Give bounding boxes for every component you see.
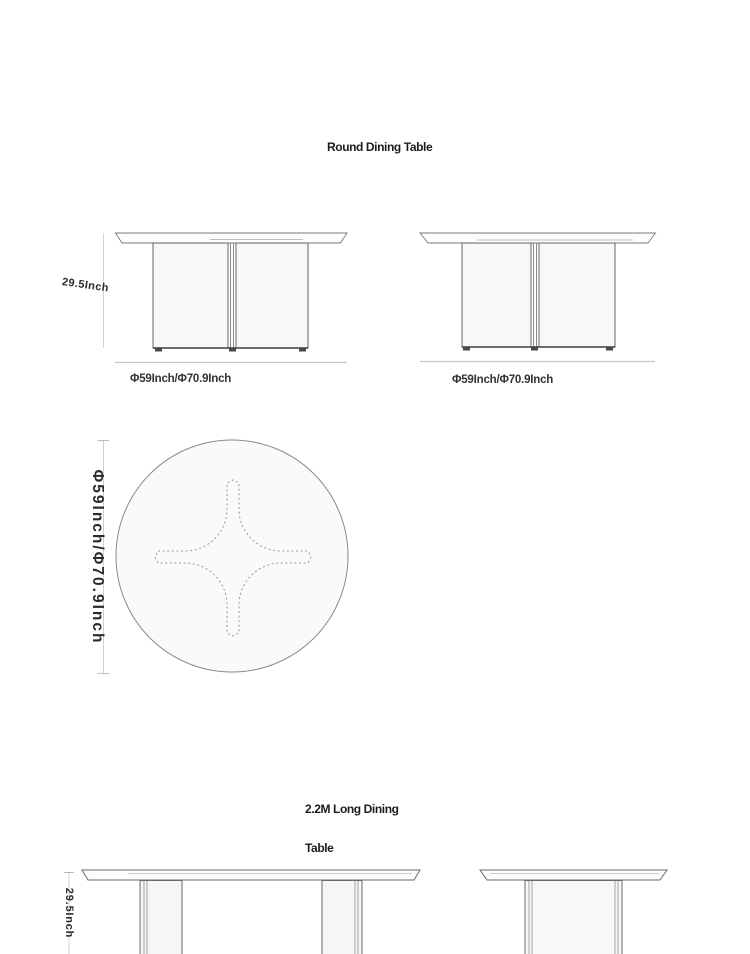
round-table-front-diameter-label: Φ59Inch/Φ70.9Inch (130, 373, 232, 385)
long-table-front-view (64, 870, 420, 954)
pedestal-panel-right (539, 243, 615, 347)
round-table-front-view (104, 233, 348, 363)
pedestal (525, 881, 622, 954)
long-table-title (305, 777, 399, 881)
pedestal-panel-right (236, 243, 308, 348)
round-table-side-diameter-label: Φ59Inch/Φ70.9Inch (452, 374, 554, 386)
long-table-title-line2: Table (305, 841, 334, 855)
long-table-end-view (480, 870, 667, 954)
tabletop-circle (116, 440, 348, 672)
pedestal-panel-left (462, 243, 531, 347)
foot (229, 349, 236, 352)
round-table-height-label: 29.5Inch (61, 276, 110, 295)
tabletop (116, 233, 348, 243)
leg-left (140, 881, 182, 954)
pedestal-panel-left (153, 243, 228, 348)
tabletop (480, 870, 667, 880)
round-table-title: Round Dining Table (327, 140, 433, 154)
tabletop (420, 233, 656, 243)
long-table-height-label: 29.5Inch (63, 887, 75, 939)
round-table-side-view (420, 233, 656, 362)
foot (155, 349, 162, 352)
foot (531, 348, 538, 351)
round-table-top-view (98, 440, 349, 674)
foot (606, 348, 613, 351)
foot (299, 349, 306, 352)
foot (463, 348, 470, 351)
leg-right (322, 881, 362, 954)
long-table-title-line1: 2.2M Long Dining (305, 802, 399, 816)
round-table-top-view-diameter-label: Φ59Inch/Φ70.9Inch (89, 469, 106, 645)
